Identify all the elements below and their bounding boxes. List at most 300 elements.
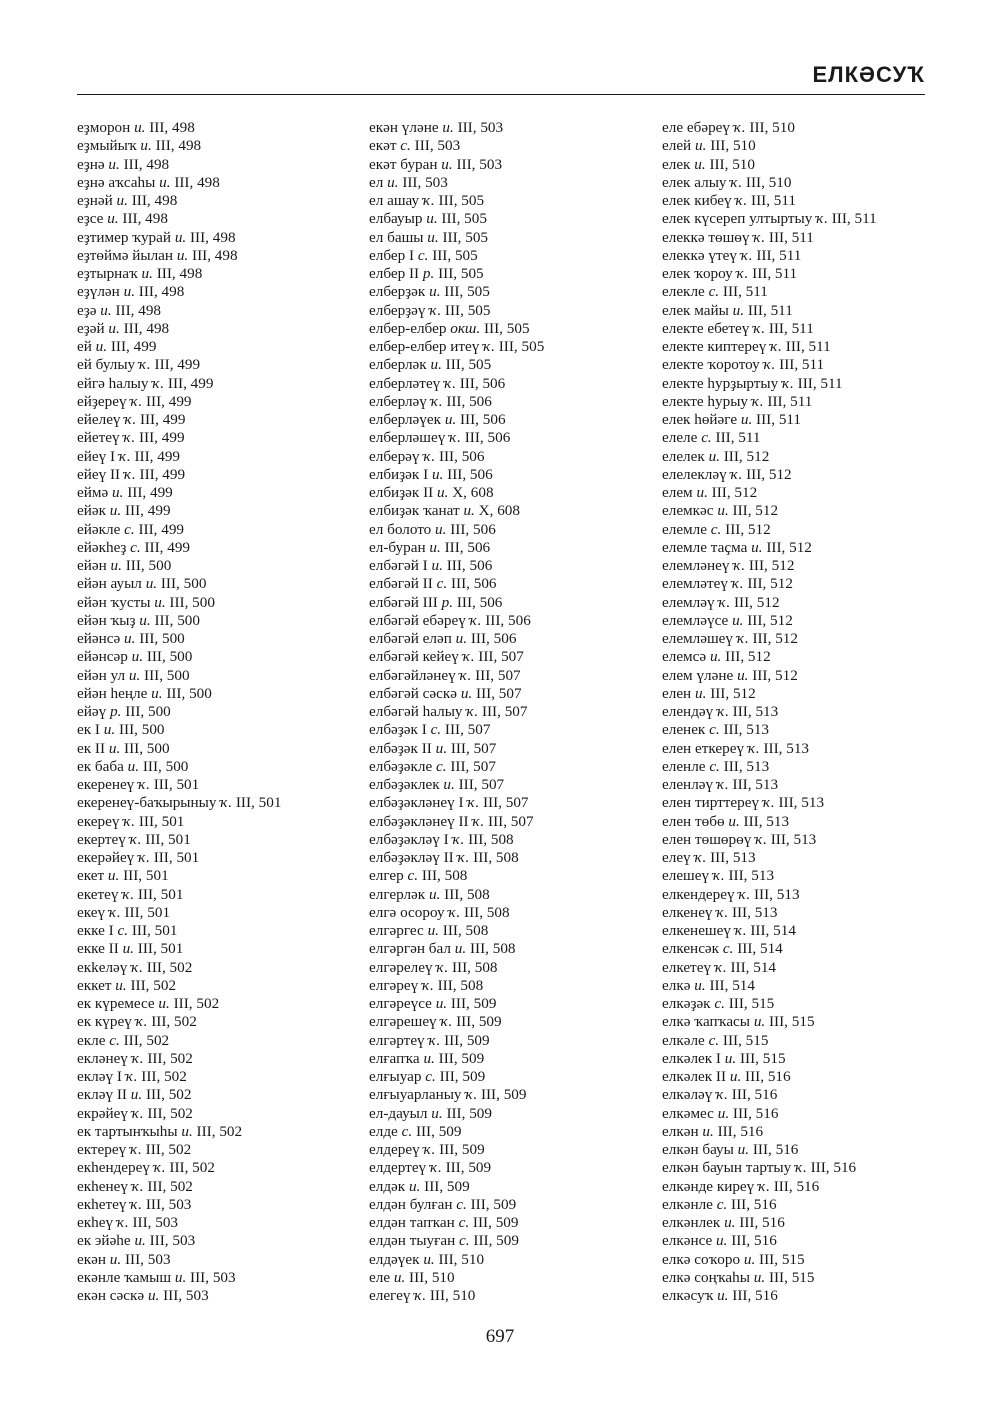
entry-reference: III, 502: [147, 1104, 193, 1122]
index-entry: [662, 1196, 962, 1214]
entry-grammar-mark: и.: [108, 739, 121, 757]
entry-reference: III, 509: [439, 1068, 486, 1085]
entry-reference: III, 506: [444, 538, 491, 556]
entry-reference: III, 500: [139, 630, 185, 647]
entry-headword: елдән тапҡан: [369, 1214, 455, 1231]
entry-grammar-mark: ҡ.: [472, 812, 485, 830]
entry-reference: III, 503: [190, 1268, 236, 1286]
entry-headword: елкә соңҡаһы: [662, 1268, 750, 1286]
entry-grammar-mark: и.: [728, 812, 740, 830]
entry-grammar-mark: и.: [732, 301, 745, 319]
index-entry: [369, 448, 669, 466]
entry-grammar-mark: и.: [158, 995, 170, 1012]
index-entry: [369, 959, 669, 977]
entry-grammar-mark: и.: [429, 283, 441, 301]
entry-grammar-mark: ҡ.: [125, 1068, 138, 1085]
entry-reference: III, 499: [138, 520, 185, 538]
entry-grammar-mark: и.: [732, 611, 744, 629]
index-column-3: [662, 119, 962, 1305]
index-entry: [662, 247, 962, 265]
entry-reference: III, 501: [124, 903, 171, 921]
entry-reference: III, 501: [153, 849, 200, 866]
index-entry: [662, 959, 962, 977]
entry-reference: III, 511: [756, 246, 802, 264]
entry-reference: III, 501: [145, 830, 191, 848]
entry-headword: електе һурҙыртыу: [662, 374, 779, 392]
index-entry: [77, 283, 377, 301]
index-entry: [77, 356, 377, 374]
index-entry: [369, 1287, 669, 1305]
entry-reference: III, 509: [450, 995, 497, 1012]
entry-reference: III, 506: [438, 447, 485, 465]
entry-headword: елбәҙәк I: [369, 721, 427, 739]
entry-headword: елкәҙәк: [662, 995, 711, 1012]
entry-headword: елбәгәй сәскә: [369, 684, 458, 702]
entry-grammar-mark: и.: [443, 776, 455, 793]
entry-headword: ел-дауыл: [369, 1104, 428, 1122]
index-entry: [369, 156, 669, 174]
entry-grammar-mark: ҡ.: [694, 849, 707, 866]
entry-headword: елек кибеү: [662, 192, 732, 209]
entry-grammar-mark: и.: [437, 484, 449, 501]
entry-reference: III, 502: [173, 995, 220, 1012]
entry-grammar-mark: и.: [109, 1250, 122, 1268]
entry-grammar-mark: ҡ.: [444, 374, 456, 392]
index-entry: [77, 1032, 377, 1050]
index-entry: [77, 247, 377, 265]
entry-headword: ейәкһеҙ: [77, 538, 127, 556]
entry-reference: III, 513: [770, 830, 817, 848]
entry-reference: III, 506: [456, 593, 503, 611]
index-entry: [77, 940, 377, 958]
entry-headword: еймә: [77, 484, 109, 501]
entry-reference: III, 502: [147, 1049, 193, 1067]
entry-grammar-mark: и.: [737, 666, 749, 684]
index-entry: [77, 429, 377, 447]
entry-headword: елем үләне: [662, 666, 734, 684]
entry-reference: III, 498: [138, 283, 185, 301]
entry-grammar-mark: ҡ.: [429, 301, 442, 319]
entry-headword: елек ҡороу: [662, 265, 733, 282]
entry-headword: елбәҙәк II: [369, 739, 432, 757]
entry-reference: III, 498: [155, 137, 202, 155]
entry-reference: III, 509: [445, 1159, 492, 1177]
entry-reference: III, 507: [450, 757, 496, 775]
entry-grammar-mark: и.: [428, 885, 441, 903]
entry-grammar-mark: ҡ.: [152, 374, 165, 392]
index-entry: [662, 685, 962, 703]
index-entry: [662, 302, 962, 320]
entry-reference: III, 513: [731, 903, 778, 921]
index-entry: [369, 776, 669, 794]
entry-reference: III, 514: [730, 958, 777, 976]
entry-headword: елбәҙәкләү II: [369, 849, 454, 866]
entry-headword: екһетеү: [77, 1195, 127, 1213]
entry-headword: ек баба: [77, 757, 124, 775]
entry-grammar-mark: ҡ.: [753, 319, 766, 337]
entry-grammar-mark: ҡ.: [782, 374, 794, 392]
entry-reference: III, 506: [460, 411, 506, 428]
index-entry: [662, 1269, 962, 1287]
index-entry: [77, 1141, 377, 1159]
entry-reference: III, 505: [444, 301, 491, 319]
entry-grammar-mark: ҡ.: [738, 885, 751, 903]
entry-grammar-mark: и.: [708, 447, 720, 465]
entry-headword: елберләк: [369, 356, 427, 374]
index-entry: [77, 1178, 377, 1196]
index-entry: [369, 977, 669, 995]
index-entry: [369, 338, 669, 356]
entry-reference: X, 608: [478, 502, 520, 520]
entry-reference: III, 507: [450, 739, 497, 757]
entry-grammar-mark: ҡ.: [449, 429, 461, 447]
entry-headword: елгер: [369, 867, 404, 885]
entry-grammar-mark: ҡ.: [459, 666, 472, 684]
entry-grammar-mark: ҡ.: [751, 392, 764, 410]
index-entry: [662, 1013, 962, 1031]
entry-headword: екке I: [77, 922, 114, 939]
entry-grammar-mark: ҡ.: [428, 1031, 441, 1049]
entry-headword: елкән бауы: [662, 1141, 734, 1158]
entry-grammar-mark: ҡ.: [794, 1159, 807, 1177]
entry-grammar-mark: и.: [751, 538, 763, 556]
entry-grammar-mark: ҡ.: [730, 173, 743, 191]
index-entry: [77, 448, 377, 466]
entry-grammar-mark: с.: [117, 922, 129, 939]
entry-reference: III, 506: [447, 465, 493, 483]
entry-reference: III, 499: [139, 429, 185, 447]
index-entry: [369, 1086, 669, 1104]
index-entry: [77, 119, 377, 137]
entry-headword: елдертеү: [369, 1159, 427, 1177]
index-entry: [662, 229, 962, 247]
entry-headword: елен төбө: [662, 812, 725, 830]
index-entry: [77, 977, 377, 995]
entry-reference: III, 500: [125, 703, 171, 720]
entry-grammar-mark: ҡ.: [466, 703, 479, 720]
entry-headword: ектереү: [77, 1141, 127, 1158]
entry-reference: III, 512: [752, 630, 798, 647]
index-entry: [369, 411, 669, 429]
entry-grammar-mark: и.: [115, 976, 127, 994]
entry-headword: елкәмес: [662, 1104, 714, 1122]
entry-grammar-mark: с.: [701, 429, 712, 447]
entry-headword: елен төшөрөү: [662, 830, 752, 848]
entry-grammar-mark: ҡ.: [733, 119, 746, 136]
entry-grammar-mark: с.: [708, 1031, 720, 1049]
index-entry: [369, 886, 669, 904]
entry-grammar-mark: окш.: [450, 319, 481, 337]
entry-reference: III, 509: [446, 1104, 492, 1122]
index-column-1: [77, 119, 377, 1305]
index-entry: [662, 703, 962, 721]
entry-headword: елдереү: [369, 1141, 420, 1158]
entry-grammar-mark: и.: [431, 1104, 443, 1122]
entry-headword: елкән бауын тартыу: [662, 1159, 792, 1177]
index-entry: [369, 1214, 669, 1232]
entry-grammar-mark: ҡ.: [731, 575, 744, 593]
entry-reference: III, 511: [756, 411, 802, 428]
entry-grammar-mark: ҡ.: [733, 557, 746, 574]
entry-reference: III, 512: [725, 520, 771, 538]
entry-headword: екләү I: [77, 1068, 122, 1085]
entry-headword: екереү: [77, 812, 120, 830]
index-entry: [77, 521, 377, 539]
entry-grammar-mark: и.: [426, 210, 438, 228]
entry-reference: III, 515: [768, 1268, 815, 1286]
entry-reference: III, 507: [478, 648, 524, 666]
entry-headword: елелекләү: [662, 465, 727, 483]
entry-reference: III, 508: [469, 940, 516, 958]
index-entry: [662, 448, 962, 466]
entry-reference: III, 501: [153, 776, 200, 793]
entry-reference: III, 512: [723, 447, 770, 465]
index-entry: [369, 685, 669, 703]
entry-grammar-mark: и.: [140, 137, 152, 155]
entry-headword: ейән: [77, 557, 107, 574]
index-entry: [662, 1086, 962, 1104]
index-entry: [369, 813, 669, 831]
index-entry: [369, 210, 669, 228]
entry-reference: III, 513: [743, 812, 790, 830]
index-entry: [77, 1214, 377, 1232]
entry-headword: ек күреү: [77, 1013, 132, 1031]
entry-headword: елбәҙәкләү I: [369, 830, 449, 848]
entry-grammar-mark: и.: [123, 283, 135, 301]
entry-reference: III, 512: [725, 648, 771, 666]
entry-headword: елгәргән бал: [369, 940, 451, 958]
entry-reference: III, 499: [110, 338, 157, 355]
index-entry: [662, 1141, 962, 1159]
entry-headword: екһеү: [77, 1214, 114, 1231]
entry-headword: елбер II: [369, 265, 420, 282]
index-entry: [662, 758, 962, 776]
index-entry: [77, 192, 377, 210]
index-entry: [369, 119, 669, 137]
entry-reference: III, 502: [141, 1068, 187, 1085]
entry-grammar-mark: с.: [459, 1232, 470, 1250]
entry-reference: III, 508: [444, 885, 490, 903]
index-entry: [369, 1232, 669, 1250]
entry-grammar-mark: ҡ.: [131, 958, 143, 976]
entry-headword: еҙтырнаҡ: [77, 265, 138, 282]
index-entry: [77, 1068, 377, 1086]
index-entry: [662, 977, 962, 995]
index-entry: [369, 174, 669, 192]
entry-headword: елелек: [662, 447, 705, 465]
index-entry: [369, 1178, 669, 1196]
index-entry: [77, 740, 377, 758]
index-entry: [369, 265, 669, 283]
entry-grammar-mark: и.: [134, 1232, 146, 1250]
entry-grammar-mark: ҡ.: [467, 794, 480, 812]
entry-grammar-mark: и.: [435, 520, 447, 538]
entry-reference: III, 503: [414, 137, 461, 155]
entry-reference: III, 512: [752, 666, 798, 684]
entry-grammar-mark: ҡ.: [135, 1013, 148, 1031]
index-entry: [662, 721, 962, 739]
index-entry: [369, 758, 669, 776]
entry-grammar-mark: ҡ.: [469, 611, 482, 629]
entry-grammar-mark: ҡ.: [770, 338, 782, 355]
index-entry: [77, 995, 377, 1013]
entry-headword: елек һөйәге: [662, 411, 738, 428]
entry-headword: елкә: [662, 976, 691, 994]
entry-reference: III, 512: [710, 684, 756, 702]
entry-reference: III, 506: [485, 611, 531, 629]
entry-headword: еҙә: [77, 301, 97, 319]
entry-reference: III, 501: [137, 885, 184, 903]
entry-headword: елберҙәү: [369, 301, 426, 319]
index-entry: [369, 1196, 669, 1214]
index-entry: [369, 521, 669, 539]
index-entry: [77, 813, 377, 831]
entry-grammar-mark: и.: [181, 1122, 193, 1140]
entry-reference: III, 509: [472, 1214, 519, 1231]
entry-reference: III, 500: [124, 739, 170, 757]
entry-grammar-mark: ҡ.: [429, 1159, 442, 1177]
entry-headword: елдәүек: [369, 1250, 420, 1268]
entry-headword: еле ебәреү: [662, 119, 730, 136]
index-entry: [77, 484, 377, 502]
entry-grammar-mark: и.: [753, 1268, 766, 1286]
entry-headword: елегеү: [369, 1287, 411, 1304]
index-entry: [369, 356, 669, 374]
entry-reference: III, 503: [145, 1195, 192, 1213]
entry-headword: ек эйәһе: [77, 1232, 131, 1250]
index-entry: [369, 302, 669, 320]
entry-reference: III, 500: [166, 684, 212, 702]
index-entry: [662, 484, 962, 502]
index-entry: [369, 1159, 669, 1177]
entry-reference: III, 505: [444, 283, 490, 301]
index-entry: [77, 831, 377, 849]
entry-reference: III, 516: [731, 1086, 778, 1104]
entry-reference: III, 506: [446, 557, 493, 574]
entry-reference: III, 499: [134, 447, 181, 465]
entry-reference: III, 516: [745, 1068, 791, 1085]
entry-grammar-mark: ҡ.: [130, 1141, 142, 1158]
entry-reference: III, 509: [473, 1232, 519, 1250]
entry-grammar-mark: ҡ.: [138, 356, 151, 374]
index-entry: [369, 137, 669, 155]
entry-headword: елкән: [662, 1122, 699, 1140]
entry-reference: III, 510: [710, 137, 756, 155]
header-rule: [77, 94, 925, 95]
entry-grammar-mark: и.: [141, 265, 153, 282]
entry-grammar-mark: и.: [159, 173, 171, 191]
entry-reference: III, 501: [123, 867, 169, 885]
index-entry: [662, 922, 962, 940]
index-entry: [77, 1287, 377, 1305]
entry-grammar-mark: ҡ.: [129, 830, 142, 848]
index-entry: [77, 922, 377, 940]
entry-headword: елбәгәй II: [369, 575, 433, 593]
entry-headword: елбер-елбер: [369, 319, 447, 337]
index-entry: [369, 283, 669, 301]
entry-reference: III, 499: [124, 502, 171, 520]
entry-grammar-mark: ҡ.: [716, 776, 729, 793]
entry-reference: III, 508: [473, 849, 519, 866]
entry-reference: III, 507: [458, 776, 505, 793]
entry-headword: ейеү I: [77, 447, 116, 465]
entry-grammar-mark: с.: [709, 721, 720, 739]
entry-reference: III, 509: [470, 1195, 517, 1213]
entry-reference: III, 502: [145, 1086, 192, 1104]
entry-headword: ейәнсәр: [77, 648, 128, 666]
entry-headword: ейән ул: [77, 666, 126, 684]
entry-reference: III, 509: [415, 1122, 462, 1140]
entry-headword: елкәлек I: [662, 1049, 721, 1067]
entry-reference: III, 503: [163, 1287, 209, 1304]
index-entry: [77, 1251, 377, 1269]
index-entry: [369, 393, 669, 411]
entry-grammar-mark: ҡ.: [716, 903, 729, 921]
entry-reference: III, 502: [123, 1031, 170, 1049]
entry-headword: елгәрелеү: [369, 958, 433, 976]
entry-reference: III, 512: [747, 611, 793, 629]
entry-headword: еҙсе: [77, 210, 104, 228]
index-entry: [662, 794, 962, 812]
entry-headword: еле: [369, 1268, 391, 1286]
entry-headword: елкәнле: [662, 1195, 713, 1213]
index-entry: [369, 849, 669, 867]
entry-headword: елғыуар: [369, 1068, 422, 1085]
index-entry: [662, 886, 962, 904]
entry-reference: III, 510: [429, 1287, 476, 1304]
index-entry: [369, 192, 669, 210]
index-entry: [77, 575, 377, 593]
index-entry: [662, 320, 962, 338]
index-entry: [77, 685, 377, 703]
entry-reference: III, 515: [759, 1250, 805, 1268]
entry-grammar-mark: ҡ.: [448, 903, 461, 921]
entry-grammar-mark: ҡ.: [483, 338, 495, 355]
entry-headword: ейеү II: [77, 465, 121, 483]
entry-headword: елгә осороу: [369, 903, 445, 921]
index-entry: [369, 466, 669, 484]
entry-headword: елен тирттереү: [662, 794, 760, 812]
entry-grammar-mark: с.: [425, 1068, 436, 1085]
entry-reference: III, 506: [450, 575, 497, 593]
entry-headword: елғыуарланыу: [369, 1086, 462, 1104]
entry-reference: III, 511: [747, 301, 793, 319]
entry-reference: III, 511: [752, 265, 798, 282]
entry-grammar-mark: и.: [100, 301, 112, 319]
entry-reference: III, 505: [438, 192, 485, 209]
index-entry: [662, 265, 962, 283]
index-entry: [77, 502, 377, 520]
index-entry: [77, 667, 377, 685]
entry-grammar-mark: ҡ.: [763, 356, 776, 374]
index-entry: [77, 539, 377, 557]
entry-headword: ел-буран: [369, 538, 426, 556]
entry-reference: III, 499: [144, 538, 191, 556]
index-entry: [662, 940, 962, 958]
entry-headword: екрәйеү: [77, 1104, 128, 1122]
entry-headword: елеү: [662, 849, 691, 866]
entry-grammar-mark: с.: [130, 538, 141, 556]
entry-reference: III, 513: [778, 794, 825, 812]
entry-grammar-mark: ҡ.: [138, 776, 150, 793]
entry-headword: елбәгәйләнеү: [369, 666, 456, 684]
entry-reference: III, 513: [728, 867, 775, 885]
entry-headword: елгәртеү: [369, 1031, 425, 1049]
entry-grammar-mark: и.: [134, 119, 146, 136]
index-entry: [77, 375, 377, 393]
entry-grammar-mark: и.: [108, 319, 120, 337]
index-entry: [369, 648, 669, 666]
